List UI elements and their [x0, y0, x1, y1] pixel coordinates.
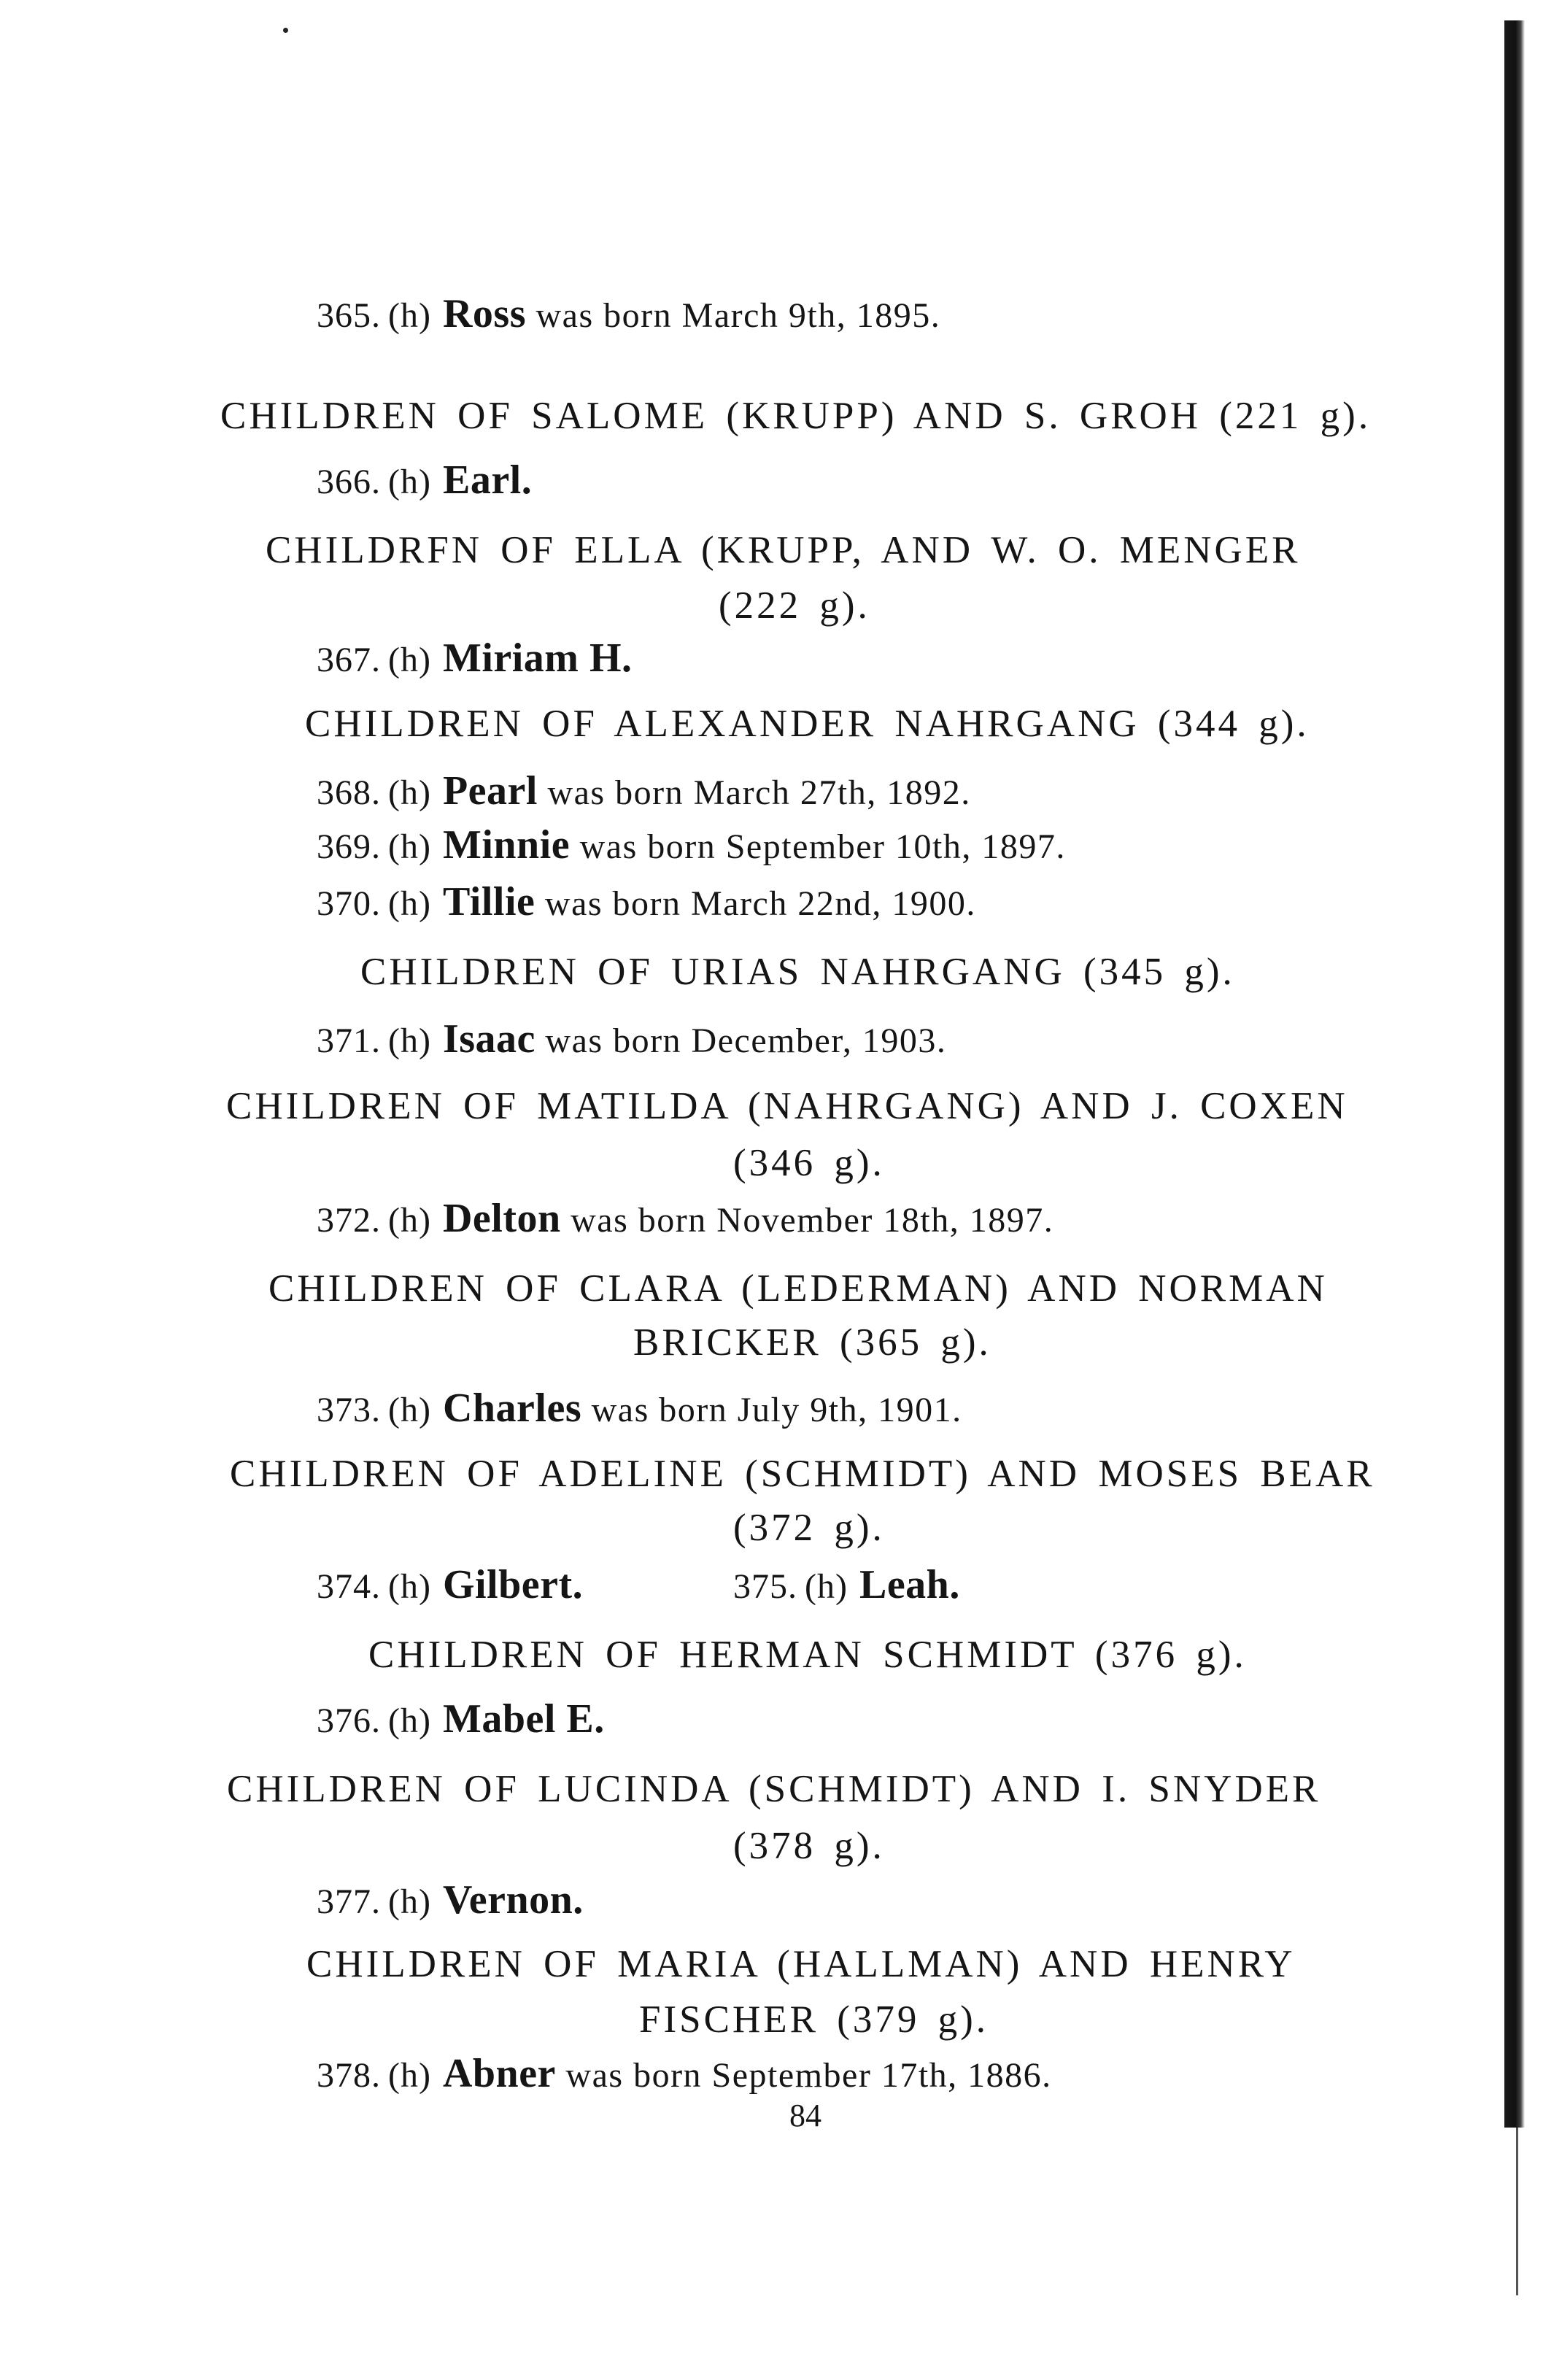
generation-marker: (h)	[388, 1201, 431, 1240]
person-name: Ross	[442, 291, 526, 336]
entry-number: 365.	[317, 296, 381, 335]
birth-record: was born December, 1903.	[535, 1021, 947, 1060]
generation-marker: (h)	[388, 827, 431, 866]
child-entry	[733, 1563, 960, 1609]
birth-record: was born March 9th, 1895.	[526, 296, 941, 335]
person-name: Vernon.	[442, 1877, 584, 1923]
child-entry	[317, 1563, 583, 1609]
family-heading: FISCHER (379 g).	[639, 1998, 989, 2041]
family-heading: CHILDREN OF ALEXANDER NAHRGANG (344 g).	[305, 703, 1310, 745]
family-heading: BRICKER (365 g).	[633, 1321, 991, 1364]
child-entry	[317, 880, 976, 926]
person-name: Abner	[442, 2051, 556, 2096]
generation-marker: (h)	[805, 1567, 848, 1606]
family-heading: CHILDREN OF URIAS NAHRGANG (345 g).	[360, 951, 1235, 993]
generation-marker: (h)	[388, 1391, 431, 1429]
person-name: Leah.	[859, 1562, 960, 1607]
entry-number: 367.	[317, 641, 381, 679]
person-name: Charles	[442, 1386, 582, 1431]
family-heading: CHILDREN OF SALOME (KRUPP) AND S. GROH (221 g).	[220, 395, 1372, 437]
entry-number: 371.	[317, 1021, 381, 1060]
person-name: Tillie	[442, 879, 536, 924]
family-heading: CHILDREN OF LUCINDA (SCHMIDT) AND I. SNYDER	[227, 1768, 1321, 1810]
page-edge-shadow	[1504, 20, 1525, 2128]
person-name: Delton	[442, 1196, 561, 1241]
generation-marker: (h)	[388, 773, 431, 812]
entry-number: 366.	[317, 463, 381, 501]
birth-record: was born September 10th, 1897.	[570, 827, 1066, 866]
person-name: Gilbert.	[442, 1562, 584, 1607]
entry-number: 376.	[317, 1701, 381, 1740]
birth-record: was born March 27th, 1892.	[537, 773, 971, 812]
birth-record: was born March 22nd, 1900.	[535, 884, 976, 923]
person-name: Minnie	[442, 822, 571, 868]
generation-marker: (h)	[388, 1882, 431, 1921]
child-entry	[317, 769, 971, 815]
entry-number: 372.	[317, 1201, 381, 1240]
child-entry	[317, 823, 1066, 869]
birth-record: was born September 17th, 1886.	[555, 2056, 1052, 2095]
child-entry	[317, 1386, 962, 1432]
family-heading: (346 g).	[733, 1142, 885, 1184]
family-heading: CHILDREN OF HERMAN SCHMIDT (376 g).	[368, 1634, 1247, 1676]
entry-number: 370.	[317, 884, 381, 923]
child-entry	[317, 1878, 584, 1924]
entry-number: 375.	[733, 1567, 797, 1606]
print-speck	[283, 28, 288, 33]
person-name: Miriam H.	[442, 635, 633, 681]
child-entry	[317, 636, 633, 682]
generation-marker: (h)	[388, 463, 431, 501]
family-heading: (222 g).	[719, 584, 870, 627]
generation-marker: (h)	[388, 1021, 431, 1060]
generation-marker: (h)	[388, 2056, 431, 2095]
generation-marker: (h)	[388, 884, 431, 923]
family-heading: CHILDREN OF CLARA (LEDERMAN) AND NORMAN	[268, 1267, 1328, 1310]
generation-marker: (h)	[388, 1567, 431, 1606]
family-heading: (378 g).	[733, 1825, 885, 1867]
generation-marker: (h)	[388, 641, 431, 679]
generation-marker: (h)	[388, 1701, 431, 1740]
child-entry	[317, 292, 940, 338]
birth-record: was born November 18th, 1897.	[560, 1201, 1054, 1240]
child-entry	[317, 2052, 1052, 2098]
entry-number: 369.	[317, 827, 381, 866]
entry-number: 373.	[317, 1391, 381, 1429]
entry-number: 374.	[317, 1567, 381, 1606]
page-edge-line	[1516, 2128, 1518, 2295]
entry-number: 368.	[317, 773, 381, 812]
person-name: Isaac	[442, 1016, 536, 1062]
child-entry	[317, 458, 532, 504]
generation-marker: (h)	[388, 296, 431, 335]
child-entry	[317, 1017, 946, 1063]
birth-record: was born July 9th, 1901.	[581, 1391, 962, 1429]
family-heading: CHILDREN OF MARIA (HALLMAN) AND HENRY	[306, 1943, 1296, 1985]
entry-number: 377.	[317, 1882, 381, 1921]
person-name: Pearl	[442, 768, 538, 814]
person-name: Earl.	[442, 457, 533, 503]
page-number: 84	[789, 2098, 821, 2133]
family-heading: CHILDREN OF ADELINE (SCHMIDT) AND MOSES BEAR	[230, 1453, 1375, 1495]
family-heading: (372 g).	[733, 1507, 885, 1549]
person-name: Mabel E.	[442, 1696, 605, 1742]
child-entry	[317, 1197, 1053, 1243]
family-heading: CHILDRFN OF ELLA (KRUPP, AND W. O. MENGER	[266, 529, 1301, 571]
family-heading: CHILDREN OF MATILDA (NAHRGANG) AND J. COXEN	[226, 1085, 1348, 1127]
entry-number: 378.	[317, 2056, 381, 2095]
child-entry	[317, 1697, 605, 1743]
